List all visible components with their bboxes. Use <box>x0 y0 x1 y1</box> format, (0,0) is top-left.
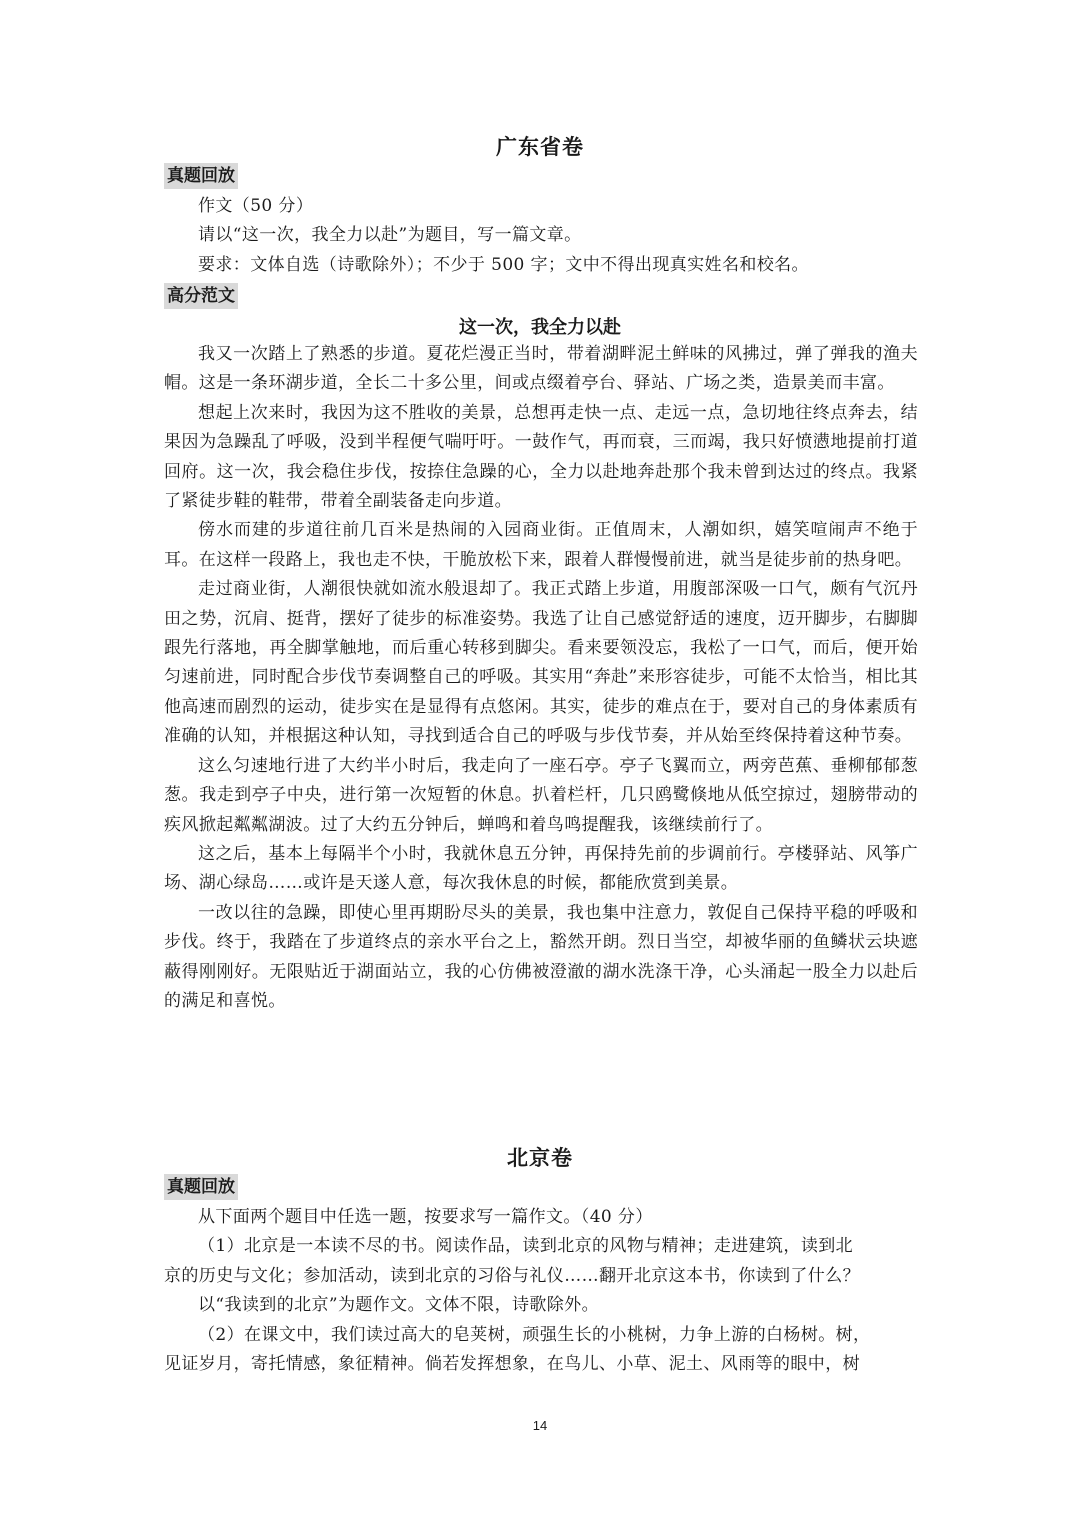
question-line: 从下面两个题目中任选一题，按要求写一篇作文。（40 分） <box>198 1207 653 1227</box>
essay-paragraph: 走过商业街，人潮很快就如流水般退却了。我正式踏上步道，用腹部深吸一口气，颇有气沉丹田之势，沉肩、挺背，摆好了徒步的标准姿势。我选了让自己感觉舒适的速度，迈开脚步，右脚脚跟先行落地，再全脚掌触地，而后重心转移到脚尖。看来要领没忘，我松了一口气，而后，便开始匀速前进，同时配合步伐节奏调整自己的呼吸。其实用“奔赴”来形容徒步，可能不太恰当，相比其他高速而剧烈的运动，徒步实在是显得有点悠闲。其实，徒步的难点在于，要对自己的身体素质有准确的认知，并根据这种认知，寻找到适合自己的呼吸与步伐节奏，并从始至终保持着这种节奏。 <box>164 579 918 747</box>
question-line: 京的历史与文化；参加活动，读到北京的习俗与礼仪……翻开北京这本书，你读到了什么？ <box>164 1265 860 1286</box>
page-number: 14 <box>532 1418 548 1433</box>
essay-paragraph: 我又一次踏上了熟悉的步道。夏花烂漫正当时，带着湖畔泥土鲜味的风拂过，弹了弹我的渔夫帽。这是一条环湖步道，全长二十多公里，间或点缀着亭台、驿站、广场之类，造景美而丰富。 <box>164 344 918 394</box>
question-line: （2）在课文中，我们读过高大的皂荚树，顽强生长的小桃树，力争上游的白杨树。树， <box>198 1324 871 1345</box>
essay-paragraph: 想起上次来时，我因为这不胜收的美景，总想再走快一点、走远一点，急切地往终点奔去，结果因为急躁乱了呼吸，没到半程便气喘吁吁。一鼓作气，再而衰，三而竭，我只好愤懑地提前打道回府。这一次，我会稳住步伐，按捺住急躁的心，全力以赴地奔赴那个我未曾到达过的终点。我紧了紧徒步鞋的鞋带，带着全副装备走向步道。 <box>164 402 918 512</box>
question-line: 要求：文体自选（诗歌除外）；不少于 500 字；文中不得出现真实姓名和校名。 <box>198 254 809 275</box>
question-line: （1）北京是一本读不尽的书。阅读作品，读到北京的风物与精神；走进建筑，读到北 <box>198 1236 854 1257</box>
essay-body <box>164 340 918 1016</box>
question-line: 作文（50 分） <box>198 196 314 216</box>
question-line: 见证岁月，寄托情感，象征精神。倘若发挥想象，在鸟儿、小草、泥土、风雨等的眼中，树 <box>164 1354 860 1375</box>
essay-paragraph: 一改以往的急躁，即使心里再期盼尽头的美景，我也集中注意力，敦促自己保持平稳的呼吸和步伐。终于，我踏在了步道终点的亲水平台之上，豁然开朗。烈日当空，却被华丽的鱼鳞状云块遮蔽得刚刚好。无限贴近于湖面站立，我的心仿佛被澄澈的湖水洗涤干净，心头涌起一股全力以赴后的满足和喜悦。 <box>164 902 918 1011</box>
beijing-section-title: 北京卷 <box>507 1146 573 1170</box>
essay-title: 这一次，我全力以赴 <box>459 317 621 338</box>
guangdong-section-title: 广东省卷 <box>496 135 584 159</box>
question-line: 请以“这一次，我全力以赴”为题目，写一篇文章。 <box>198 225 582 246</box>
essay-paragraph: 傍水而建的步道往前几百米是热闹的入园商业街。正值周末，人潮如织，嬉笑喧闹声不绝于耳。在这样一段路上，我也走不快，干脆放松下来，跟着人群慢慢前进，就当是徒步前的热身吧。 <box>164 520 918 570</box>
guangdong-essay-tag: 高分范文 <box>164 283 238 309</box>
essay-paragraph: 这之后，基本上每隔半个小时，我就休息五分钟，再保持先前的步调前行。亭楼驿站、风筝广场、湖心绿岛……或许是天遂人意，每次我休息的时候，都能欣赏到美景。 <box>164 843 918 894</box>
beijing-question-tag: 真题回放 <box>164 1174 238 1200</box>
question-line: 以“我读到的北京”为题作文。文体不限，诗歌除外。 <box>198 1295 599 1316</box>
guangdong-question-block <box>164 192 918 280</box>
guangdong-question-tag: 真题回放 <box>164 163 238 189</box>
beijing-question-block <box>164 1203 918 1379</box>
essay-paragraph: 这么匀速地行进了大约半小时后，我走向了一座石亭。亭子飞翼而立，两旁芭蕉、垂柳郁郁葱葱。我走到亭子中央，进行第一次短暂的休息。扒着栏杆，几只鸥鹭倏地从低空掠过，翅膀带动的疾风掀起粼粼湖波。过了大约五分钟后，蝉鸣和着鸟鸣提醒我，该继续前行了。 <box>164 755 918 835</box>
